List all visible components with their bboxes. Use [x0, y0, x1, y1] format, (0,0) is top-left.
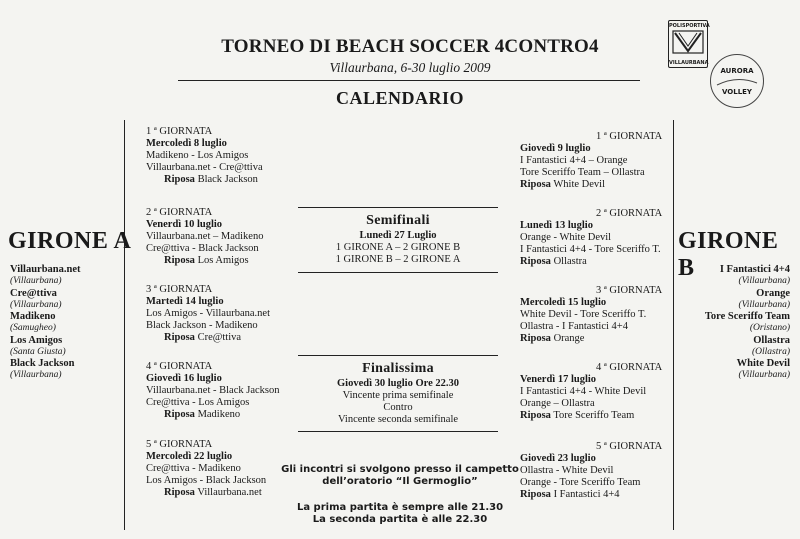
match: I Fantastici 4+4 - White Devil: [520, 386, 647, 397]
left-separator: [124, 120, 125, 530]
venue-line: Gli incontri si svolgono presso il campetto: [281, 464, 519, 475]
riposa-label: Riposa: [164, 255, 195, 266]
riposa-label: Riposa: [520, 410, 551, 421]
semifinali-top-rule: [298, 207, 498, 208]
round-date: Lunedì 13 luglio: [520, 220, 593, 231]
riposa-team: Los Amigos: [197, 255, 249, 266]
round-date: Giovedì 16 luglio: [146, 373, 222, 384]
round-a-1: [146, 126, 296, 186]
match: Orange - White Devil: [520, 232, 612, 243]
team-name: Los Amigos: [10, 334, 63, 346]
round-label: 2 ª GIORNATA: [146, 207, 213, 218]
round-date: Venerdì 17 luglio: [520, 374, 597, 385]
round-label: 1 ª GIORNATA: [146, 126, 213, 137]
team-city: (Samugheo): [10, 323, 56, 333]
team-city: (Villaurbana): [738, 276, 790, 286]
polisportiva-logo-bottom: VILLAURBANA: [669, 60, 709, 66]
tournament-title: TORNEO DI BEACH SOCCER 4CONTRO4: [221, 36, 599, 57]
right-separator: [673, 120, 674, 530]
aurora-volley-logo-top: AURORA: [720, 67, 754, 75]
match: Tore Sceriffo Team – Ollastra: [520, 167, 645, 178]
girone-a-title: GIRONE A: [8, 228, 132, 254]
round-date: Martedì 14 luglio: [146, 296, 224, 307]
round-label: 4 ª GIORNATA: [146, 361, 213, 372]
match: Cre@ttiva - Madikeno: [146, 463, 241, 474]
first-match-time: La prima partita è sempre alle 21.30: [296, 502, 504, 513]
polisportiva-emblem-icon: [669, 29, 707, 55]
tournament-subtitle: Villaurbana, 6-30 luglio 2009: [329, 60, 491, 75]
team-name: Ollastra: [753, 334, 790, 346]
round-date: Mercoledì 8 luglio: [146, 138, 227, 149]
venue-notes: [280, 464, 520, 526]
match: White Devil - Tore Sceriffo T.: [520, 309, 647, 320]
semifinali-bottom-rule: [298, 272, 498, 273]
riposa-label: Riposa: [164, 174, 195, 185]
match: Black Jackson - Madikeno: [146, 320, 258, 331]
aurora-volley-logo-bottom: VOLLEY: [721, 88, 753, 96]
venue-line: dell’oratorio “Il Germoglio”: [322, 476, 478, 487]
round-b-3: [520, 285, 672, 345]
riposa-team: Orange: [553, 333, 585, 344]
riposa-team: White Devil: [553, 179, 605, 190]
team-name: Villaurbana.net: [10, 264, 81, 275]
round-b-1: [520, 131, 672, 191]
round-label: 4 ª GIORNATA: [596, 362, 663, 373]
team-name: Cre@ttiva: [10, 287, 57, 299]
match: Villaurbana.net - Black Jackson: [146, 385, 280, 396]
semifinali-title: Semifinali: [366, 213, 430, 228]
semifinale-line: 1 GIRONE A – 2 GIRONE B: [335, 242, 461, 253]
match: I Fantastici 4+4 – Orange: [520, 155, 628, 166]
finalissima-line: Vincente prima semifinale: [342, 390, 454, 401]
match: Ollastra - White Devil: [520, 465, 614, 476]
round-label: 3 ª GIORNATA: [596, 285, 663, 296]
riposa-team: Madikeno: [197, 409, 241, 420]
girone-a-teams: [10, 264, 122, 382]
finalissima-top-rule: [298, 355, 498, 356]
riposa-label: Riposa: [164, 487, 195, 498]
riposa-team: Ollastra: [553, 256, 587, 267]
round-label: 2 ª GIORNATA: [596, 208, 663, 219]
match: Orange – Ollastra: [520, 398, 595, 409]
riposa-team: Cre@ttiva: [197, 332, 242, 343]
riposa-label: Riposa: [164, 332, 195, 343]
riposa-label: Riposa: [164, 409, 195, 420]
riposa-team: Black Jackson: [197, 174, 258, 185]
round-date: Venerdì 10 luglio: [146, 219, 223, 230]
round-date: Giovedì 23 luglio: [520, 453, 596, 464]
match: Orange - Tore Sceriffo Team: [520, 477, 641, 488]
round-a-3: [146, 284, 296, 344]
team-city: (Villaurbana): [10, 370, 62, 380]
round-b-4: [520, 362, 672, 422]
team-city: (Ollastra): [752, 346, 790, 357]
aurora-volley-logo: [710, 54, 764, 108]
volleyball-swoosh-icon: [715, 77, 759, 87]
team-name: I Fantastici 4+4: [719, 264, 790, 275]
team-city: (Santa Giusta): [10, 346, 66, 357]
round-label: 1 ª GIORNATA: [596, 131, 663, 142]
riposa-team: Villaurbana.net: [197, 487, 262, 498]
round-label: 5 ª GIORNATA: [146, 439, 213, 450]
semifinali-box: [298, 212, 498, 266]
section-title: CALENDARIO: [335, 88, 464, 108]
match: Cre@ttiva - Los Amigos: [146, 397, 250, 408]
riposa-label: Riposa: [520, 179, 551, 190]
team-city: (Villaurbana): [738, 299, 790, 310]
polisportiva-logo: [668, 20, 708, 68]
round-label: 3 ª GIORNATA: [146, 284, 213, 295]
round-a-5: [146, 439, 296, 499]
team-city: (Oristano): [749, 323, 790, 333]
team-name: Black Jackson: [10, 358, 75, 369]
riposa-label: Riposa: [520, 489, 551, 500]
semifinale-line: 1 GIRONE B – 2 GIRONE A: [335, 254, 461, 265]
second-match-time: La seconda partita è alle 22.30: [312, 514, 488, 525]
finalissima-box: [298, 360, 498, 426]
team-name: Tore Sceriffo Team: [704, 311, 790, 322]
round-date: Mercoledì 15 luglio: [520, 297, 607, 308]
round-date: Giovedì 9 luglio: [520, 143, 591, 154]
finalissima-title: Finalissima: [362, 361, 434, 376]
match: Ollastra - I Fantastici 4+4: [520, 321, 628, 332]
polisportiva-logo-top: POLISPORTIVA: [669, 23, 710, 29]
match: I Fantastici 4+4 - Tore Sceriffo T.: [520, 244, 661, 255]
finalissima-bottom-rule: [298, 431, 498, 432]
team-name: Madikeno: [10, 311, 56, 322]
match: Villaurbana.net - Cre@ttiva: [146, 162, 263, 173]
match: Madikeno - Los Amigos: [146, 150, 249, 161]
round-a-2: [146, 207, 296, 267]
team-city: (Villaurbana): [10, 299, 62, 310]
finalissima-date: Giovedì 30 luglio Ore 22.30: [336, 378, 460, 389]
match: Los Amigos - Villaurbana.net: [146, 308, 270, 319]
round-date: Mercoledì 22 luglio: [146, 451, 233, 462]
girone-b-teams: [676, 264, 790, 382]
riposa-label: Riposa: [520, 333, 551, 344]
girone-b-title: GIRONE B: [678, 228, 779, 281]
semifinali-date: Lunedì 27 Luglio: [359, 230, 437, 241]
team-city: (Villaurbana): [738, 370, 790, 380]
round-label: 5 ª GIORNATA: [596, 441, 663, 452]
title-divider: [178, 80, 640, 81]
riposa-team: I Fantastici 4+4: [553, 489, 620, 500]
team-name: Orange: [756, 287, 790, 299]
finalissima-line: Vincente seconda semifinale: [337, 414, 459, 425]
finalissima-line: Contro: [383, 402, 413, 413]
round-a-4: [146, 361, 296, 421]
match: Cre@ttiva - Black Jackson: [146, 243, 259, 254]
team-name: White Devil: [736, 358, 790, 369]
team-city: (Villaurbana): [10, 276, 62, 286]
riposa-label: Riposa: [520, 256, 551, 267]
riposa-team: Tore Sceriffo Team: [553, 410, 635, 421]
round-b-5: [520, 441, 672, 501]
round-b-2: [520, 208, 672, 268]
match: Villaurbana.net – Madikeno: [146, 231, 264, 242]
match: Los Amigos - Black Jackson: [146, 475, 267, 486]
